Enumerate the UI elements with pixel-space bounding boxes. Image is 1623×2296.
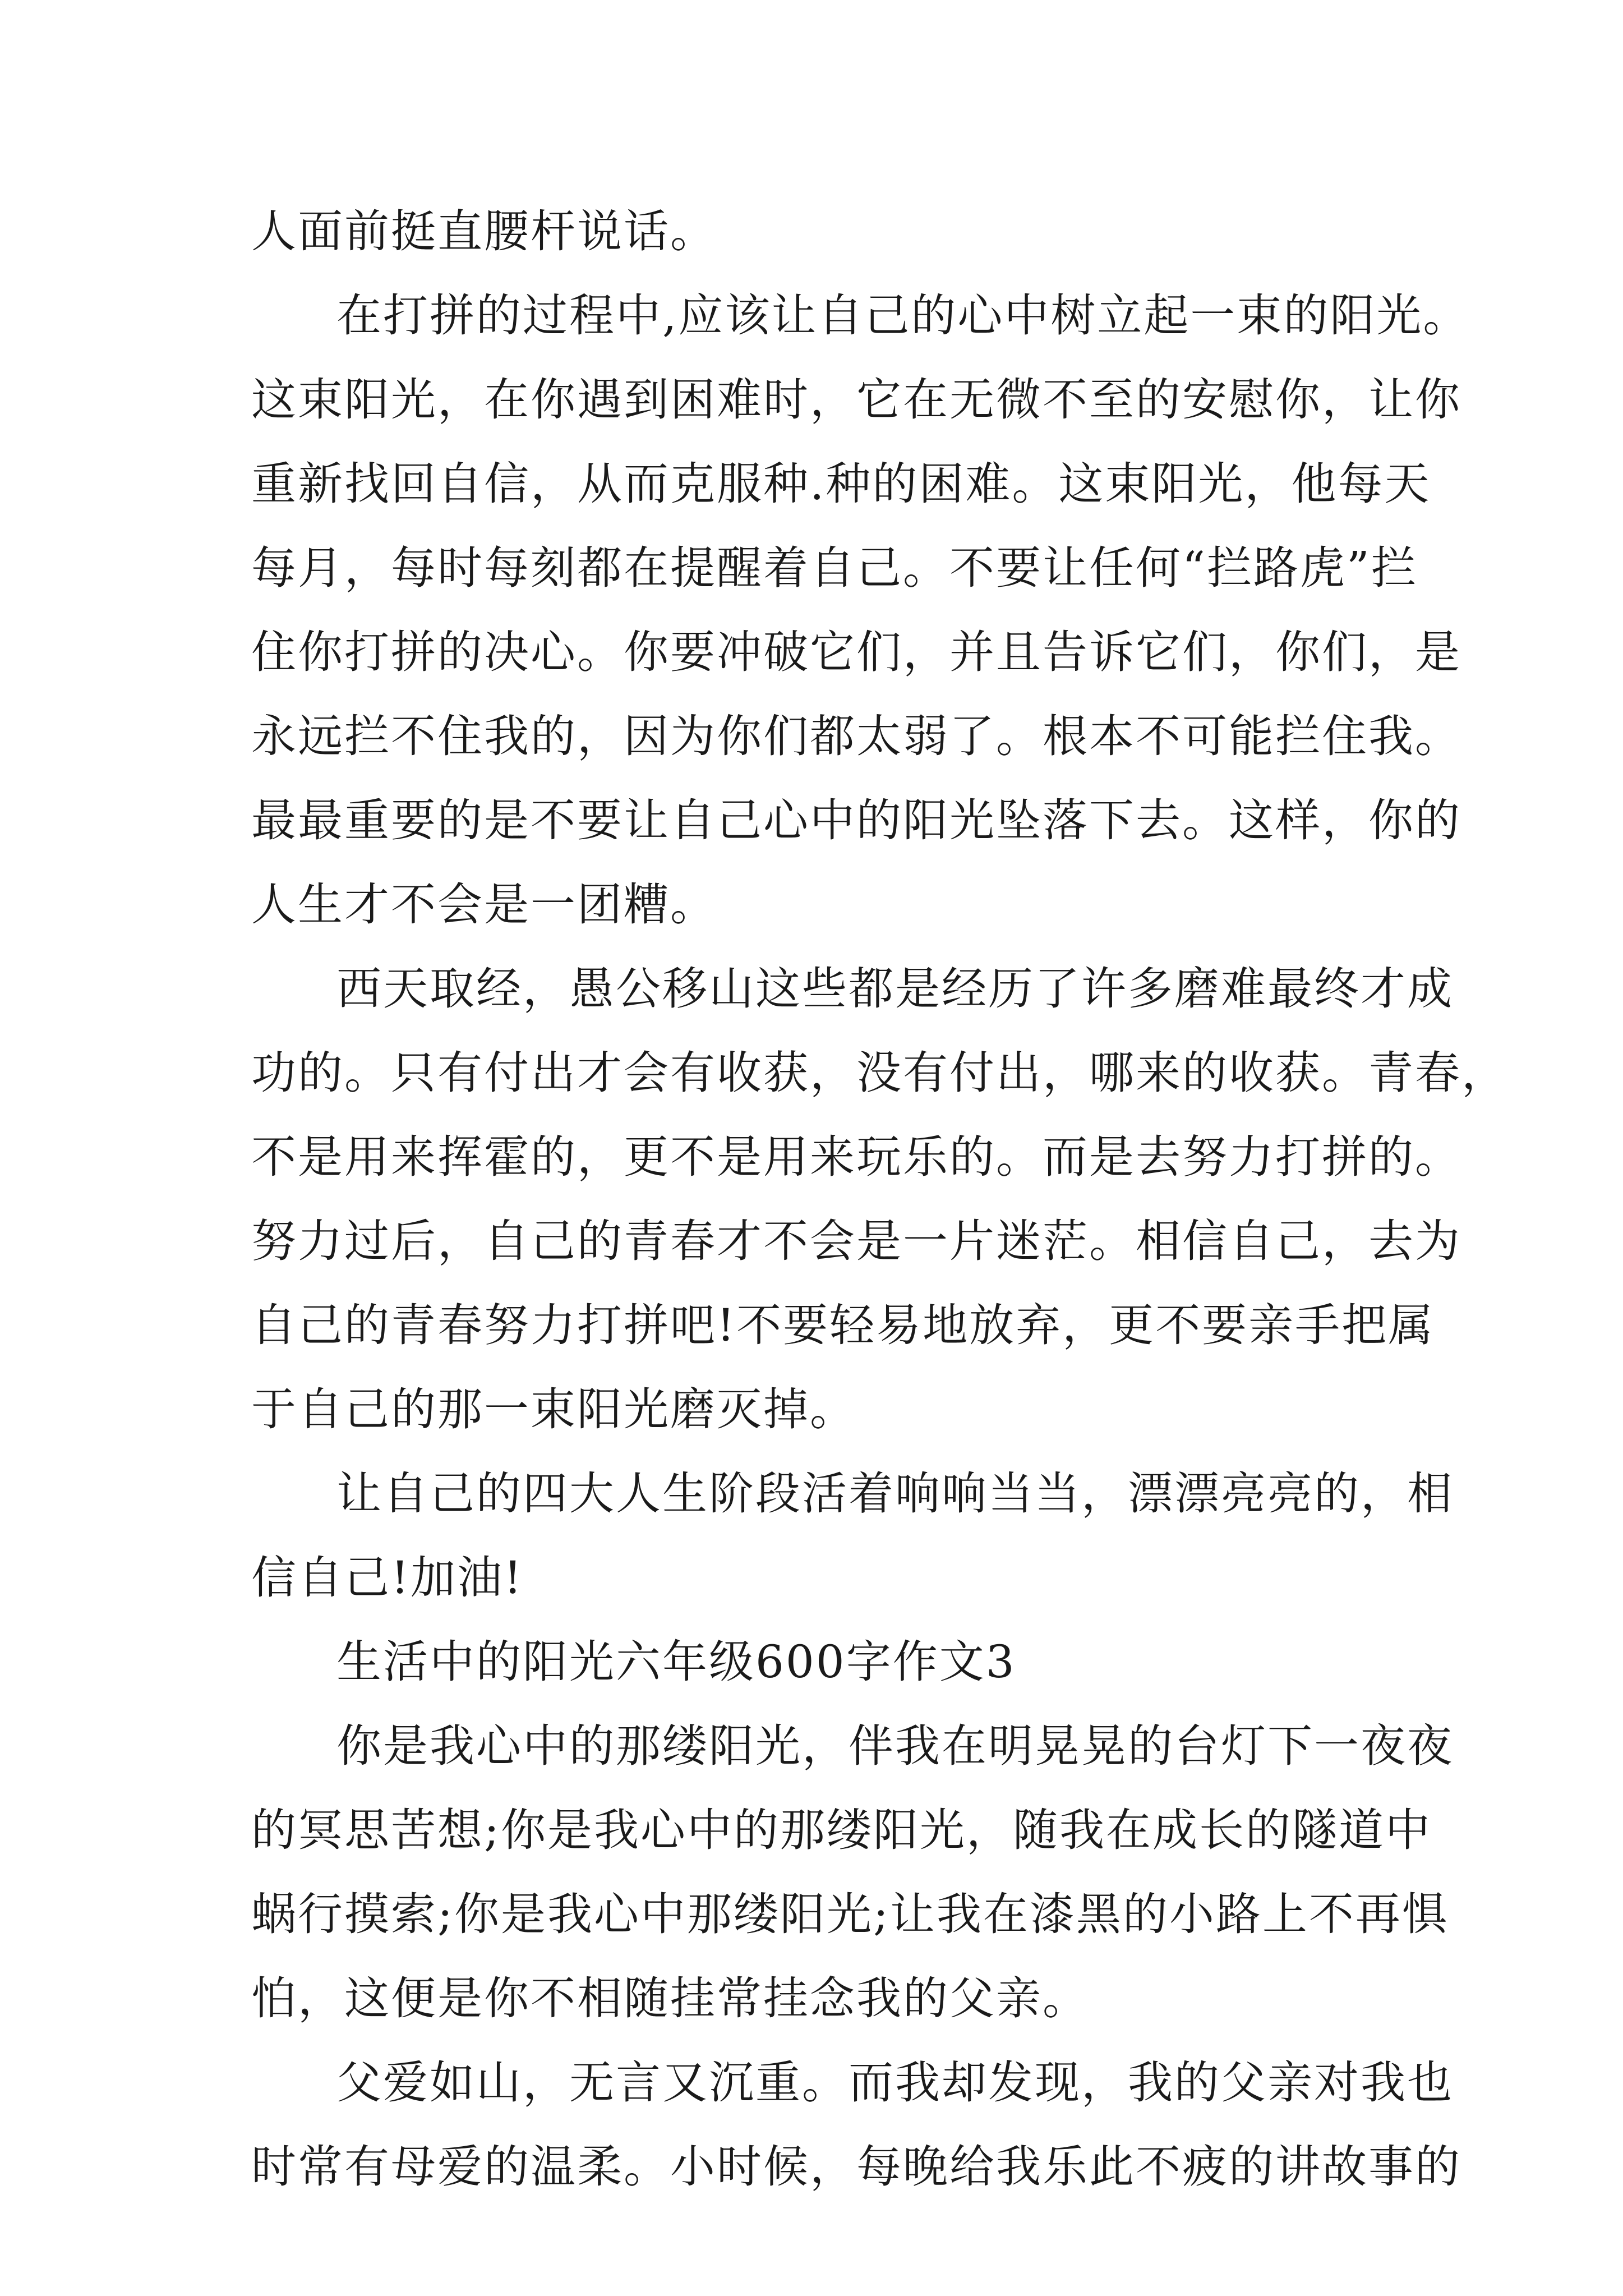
text-line: 西天取经，愚公移山这些都是经历了许多磨难最终才成 bbox=[336, 963, 1454, 1015]
text-line: 让自己的四大人生阶段活着响响当当，漂漂亮亮的，相 bbox=[336, 1467, 1454, 1520]
text-line: 父爱如山，无言又沉重。而我却发现，我的父亲对我也 bbox=[336, 2056, 1454, 2109]
text-line: 重新找回自信，从而克服种.种的困难。这束阳光，他每天 bbox=[251, 458, 1431, 510]
text-line: 这束阳光，在你遇到困难时，它在无微不至的安慰你，让你 bbox=[251, 374, 1461, 426]
text-line: 在打拼的过程中,应该让自己的心中树立起一束的阳光。 bbox=[336, 289, 1470, 342]
text-line: 你是我心中的那缕阳光，伴我在明晃晃的台灯下一夜夜 bbox=[336, 1720, 1454, 1772]
text-line: 努力过后，自己的青春才不会是一片迷茫。相信自己，去为 bbox=[251, 1215, 1461, 1267]
text-line: 永远拦不住我的，因为你们都太弱了。根本不可能拦住我。 bbox=[251, 710, 1461, 762]
text-line: 每月，每时每刻都在提醒着自己。不要让任何“拦路虎”拦 bbox=[251, 542, 1418, 594]
text-line: 蜗行摸索;你是我心中那缕阳光;让我在漆黑的小路上不再惧 bbox=[251, 1888, 1449, 1940]
section-heading: 生活中的阳光六年级600字作文3 bbox=[336, 1636, 1016, 1688]
text-line: 自己的青春努力打拼吧!不要轻易地放弃，更不要亲手把属 bbox=[251, 1299, 1435, 1351]
text-line: 怕，这便是你不相随挂常挂念我的父亲。 bbox=[251, 1972, 1089, 2024]
text-line: 的冥思苦想;你是我心中的那缕阳光，随我在成长的隧道中 bbox=[251, 1804, 1432, 1856]
text-line: 人面前挺直腰杆说话。 bbox=[251, 205, 717, 257]
text-line: 于自己的那一束阳光磨灭掉。 bbox=[251, 1383, 856, 1435]
text-line: 功的。只有付出才会有收获，没有付出，哪来的收获。青春， bbox=[251, 1047, 1508, 1099]
text-line: 住你打拼的决心。你要冲破它们，并且告诉它们，你们，是 bbox=[251, 626, 1461, 678]
text-line: 不是用来挥霍的，更不是用来玩乐的。而是去努力打拼的。 bbox=[251, 1131, 1461, 1183]
text-line: 信自己!加油! bbox=[251, 1552, 524, 1604]
text-line: 最最重要的是不要让自己心中的阳光坠落下去。这样，你的 bbox=[251, 794, 1461, 846]
text-line: 时常有母爱的温柔。小时候，每晚给我乐此不疲的讲故事的 bbox=[251, 2141, 1461, 2193]
text-line: 人生才不会是一团糟。 bbox=[251, 878, 717, 931]
